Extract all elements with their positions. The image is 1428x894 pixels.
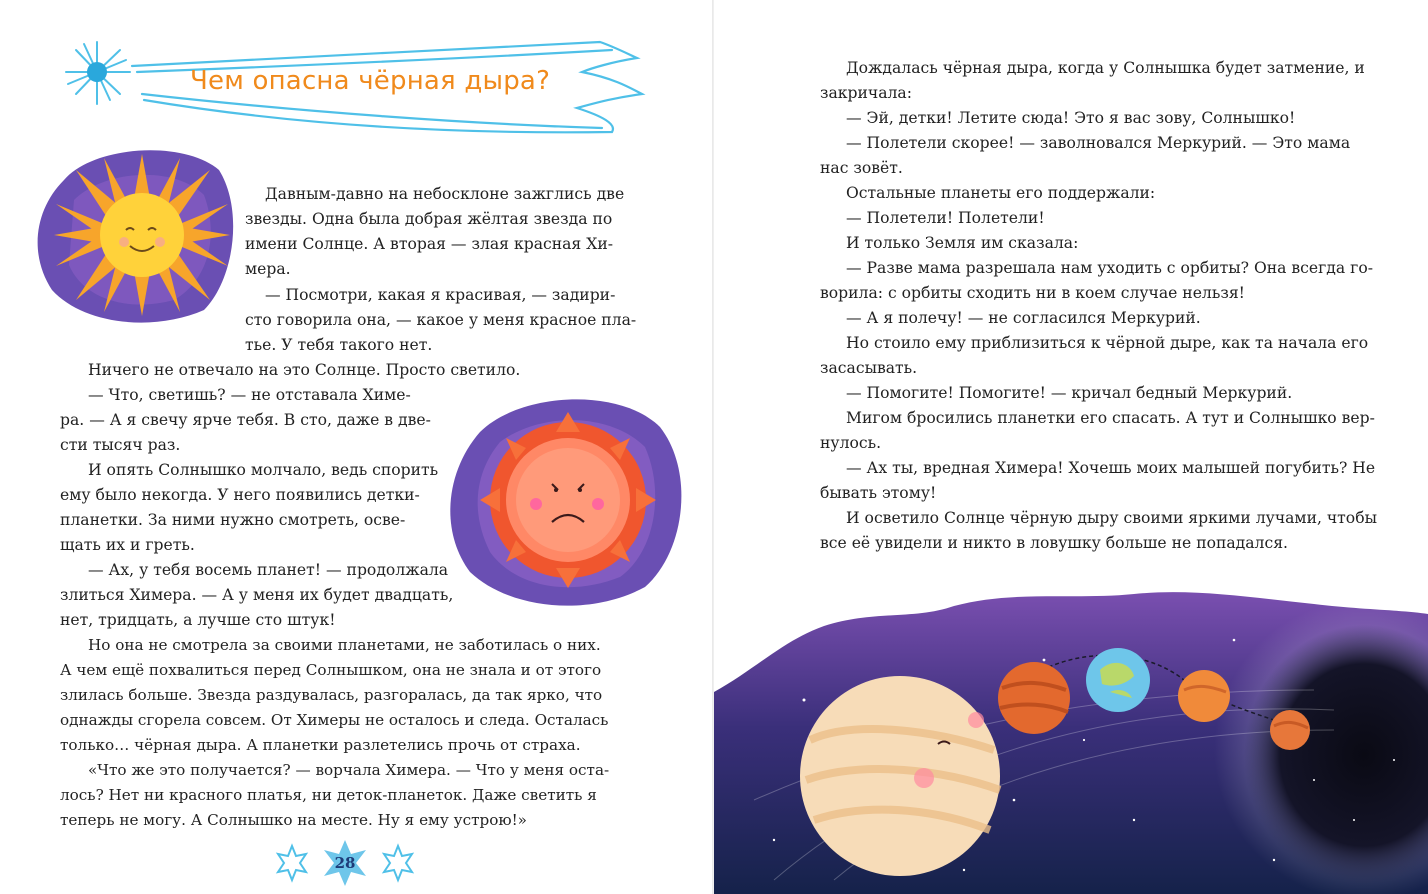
text-line: нет, тридцать, а лучше сто штук! xyxy=(60,611,336,629)
red-star-illustration xyxy=(440,392,690,610)
text-line: засасывать. xyxy=(820,359,918,377)
text-line: мера. xyxy=(245,260,291,278)
text-line: нас зовёт. xyxy=(820,159,903,177)
text-line: ему было некогда. У него появились детки- xyxy=(60,486,420,504)
text-line: ра. — А я свечу ярче тебя. В сто, даже в две- xyxy=(60,411,431,429)
text-line: — Ах, у тебя восемь планет! — продолжала xyxy=(88,561,449,579)
text-line: злилась больше. Звезда раздувалась, разгоралась, да так ярко, что xyxy=(60,686,603,704)
text-line: злиться Химера. — А у меня их будет двадцать, xyxy=(60,586,454,604)
text-line: все её увидели и никто в ловушку больше не попадался. xyxy=(820,534,1288,552)
text-line: теперь не могу. А Солнышко на месте. Ну я ему устрою!» xyxy=(60,811,527,829)
text-line: — Помогите! Помогите! — кричал бедный Меркурий. xyxy=(846,384,1293,402)
text-line: Давным-давно на небосклоне зажглись две xyxy=(265,185,625,203)
text-line: «Что же это получается? — ворчала Химера. — Что у меня оста- xyxy=(88,761,610,779)
page-number-badge xyxy=(270,838,420,890)
chapter-title: Чем опасна чёрная дыра? xyxy=(190,66,551,96)
text-line: нулось. xyxy=(820,434,882,452)
text-line: Мигом бросились планетки его спасать. А тут и Солнышко вер- xyxy=(846,409,1375,427)
text-line: — Полетели! Полетели! xyxy=(846,209,1045,227)
text-line: лось? Нет ни красного платья, ни деток-планеток. Даже светить я xyxy=(60,786,597,804)
text-line: бывать этому! xyxy=(820,484,937,502)
text-line: звезды. Одна была добрая жёлтая звезда по xyxy=(245,210,613,228)
text-line: сти тысяч раз. xyxy=(60,436,181,454)
text-line: тье. У тебя такого нет. xyxy=(245,336,433,354)
sun-illustration xyxy=(34,140,239,325)
text-line: Ничего не отвечало на это Солнце. Просто светило. xyxy=(88,361,521,379)
text-line: — Полетели скорее! — заволновался Меркурий. — Это мама xyxy=(846,134,1351,152)
text-line: Но стоило ему приблизиться к чёрной дыре, как та начала его xyxy=(846,334,1369,352)
text-line: имени Солнце. А вторая — злая красная Хи- xyxy=(245,235,613,253)
text-line: сто говорила она, — какое у меня красное пла- xyxy=(245,311,637,329)
text-line: Дождалась чёрная дыра, когда у Солнышка будет затмение, и xyxy=(846,59,1365,77)
text-line: — А я полечу! — не согласился Меркурий. xyxy=(846,309,1201,327)
text-line: И только Земля им сказала: xyxy=(846,234,1079,252)
text-line: планетки. За ними нужно смотреть, осве- xyxy=(60,511,406,529)
text-line: — Посмотри, какая я красивая, — задири- xyxy=(265,286,616,304)
text-line: — Ах ты, вредная Химера! Хочешь моих малышей погубить? Не xyxy=(846,459,1376,477)
text-line: однажды сгорела совсем. От Химеры не осталось и следа. Осталась xyxy=(60,711,609,729)
text-line: щать их и греть. xyxy=(60,536,195,554)
text-line: закричала: xyxy=(820,84,912,102)
text-line: И осветило Солнце чёрную дыру своими яркими лучами, чтобы xyxy=(846,509,1377,527)
text-line: ворила: с орбиты сходить ни в коем случае нельзя! xyxy=(820,284,1245,302)
text-line: А чем ещё похвалиться перед Солнышком, она не знала и от этого xyxy=(60,661,602,679)
page-number: 28 xyxy=(334,854,356,872)
right-page xyxy=(714,0,1428,894)
solar-system-illustration xyxy=(714,580,1428,894)
text-line: Остальные планеты его поддержали: xyxy=(846,184,1156,202)
text-line: — Разве мама разрешала нам уходить с орбиты? Она всегда го- xyxy=(846,259,1373,277)
text-line: только… чёрная дыра. А планетки разлетелись прочь от страха. xyxy=(60,736,581,754)
text-line: Но она не смотрела за своими планетами, не заботилась о них. xyxy=(88,636,601,654)
text-line: И опять Солнышко молчало, ведь спорить xyxy=(88,461,439,479)
text-line: — Что, светишь? — не отставала Химе- xyxy=(88,386,411,404)
text-line: — Эй, детки! Летите сюда! Это я вас зову, Солнышко! xyxy=(846,109,1296,127)
